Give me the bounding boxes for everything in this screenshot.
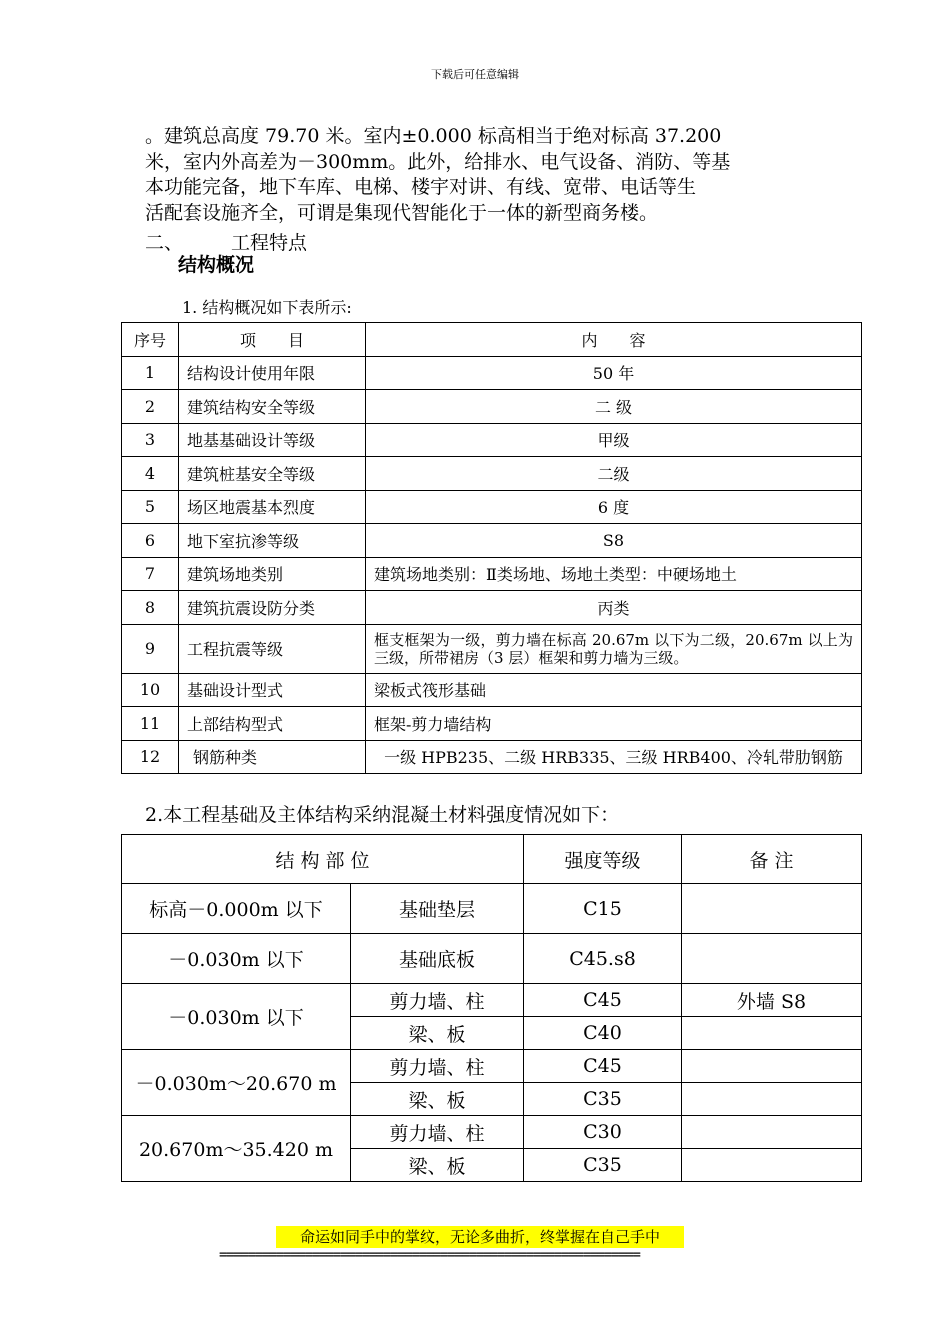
- footer-divider: ===========================================================: [219, 1247, 640, 1263]
- header-cell: 备 注: [682, 835, 862, 884]
- intro-line: 本功能完备，地下车库、电梯、楼宇对讲、有线、宽带、电话等生: [145, 176, 697, 198]
- row-content: 框架-剪力墙结构: [366, 707, 862, 741]
- row-number: 5: [122, 490, 179, 524]
- section-number: 二、: [145, 232, 184, 254]
- elevation-cell: 20.670m～35.420 m: [122, 1116, 351, 1182]
- table-row: [122, 457, 862, 491]
- header-cell: 结 构 部 位: [122, 835, 524, 884]
- header-cell: 内 容: [366, 323, 862, 357]
- intro-line: 活配套设施齐全，可谓是集现代智能化于一体的新型商务楼。: [145, 201, 659, 224]
- subsection-heading: 结构概况: [178, 254, 255, 276]
- table-row: [122, 390, 862, 424]
- table-row: [122, 524, 862, 558]
- elevation-cell: －0.030m～20.670 m: [122, 1050, 351, 1116]
- row-content: S8: [366, 524, 862, 558]
- table-row: [122, 624, 862, 673]
- component-cell: 基础垫层: [351, 884, 524, 934]
- note-cell: [682, 1050, 862, 1083]
- note-cell: [682, 934, 862, 984]
- intro-paragraph: [145, 124, 825, 226]
- row-number: 8: [122, 591, 179, 625]
- table-header-row: [122, 323, 862, 357]
- component-cell: 剪力墙、柱: [351, 1050, 524, 1083]
- table-header-row: [122, 835, 862, 884]
- header-cell: 强度等级: [524, 835, 682, 884]
- table-row: [122, 673, 862, 707]
- row-item: 基础设计型式: [179, 673, 366, 707]
- table-row: [122, 934, 862, 984]
- note-cell: [682, 1083, 862, 1116]
- row-number: 1: [122, 356, 179, 390]
- table-row: [122, 356, 862, 390]
- page-header: 下载后可任意编辑: [431, 68, 519, 81]
- table1-caption: 1. 结构概况如下表所示:: [182, 298, 352, 317]
- table-row: [122, 1116, 862, 1149]
- row-item: 钢筋种类: [179, 740, 366, 774]
- row-item: 上部结构型式: [179, 707, 366, 741]
- component-cell: 剪力墙、柱: [351, 1116, 524, 1149]
- row-content: 50 年: [366, 356, 862, 390]
- row-number: 11: [122, 707, 179, 741]
- row-item: 建筑抗震设防分类: [179, 591, 366, 625]
- grade-cell: C45: [524, 984, 682, 1017]
- intro-line: 。建筑总高度 79.70 米。室内±0.000 标高相当于绝对标高 37.200: [145, 125, 722, 147]
- intro-line: 米，室内外高差为－300mm。此外，给排水、电气设备、消防、等基: [145, 150, 731, 173]
- row-item: 建筑结构安全等级: [179, 390, 366, 424]
- row-number: 3: [122, 423, 179, 457]
- table-row: [122, 423, 862, 457]
- grade-cell: C40: [524, 1017, 682, 1050]
- footer-motto: 命运如同手中的掌纹，无论多曲折，终掌握在自己手中: [276, 1226, 684, 1248]
- note-cell: [682, 1149, 862, 1182]
- row-content: 甲级: [366, 423, 862, 457]
- grade-cell: C35: [524, 1083, 682, 1116]
- row-content: 二级: [366, 457, 862, 491]
- row-number: 4: [122, 457, 179, 491]
- row-number: 9: [122, 624, 179, 673]
- structure-overview-table: [121, 322, 862, 774]
- table-row: [122, 707, 862, 741]
- component-cell: 基础底板: [351, 934, 524, 984]
- note-cell: [682, 1116, 862, 1149]
- row-number: 2: [122, 390, 179, 424]
- note-cell: 外墙 S8: [682, 984, 862, 1017]
- table-row: [122, 884, 862, 934]
- row-content: 建筑场地类别：Ⅱ类场地、场地土类型：中硬场地土: [366, 557, 862, 591]
- row-item: 建筑场地类别: [179, 557, 366, 591]
- row-content: 一级 HPB235、二级 HRB335、三级 HRB400、冷轧带肋钢筋: [366, 740, 862, 774]
- row-content: 梁板式筏形基础: [366, 673, 862, 707]
- section-title: 工程特点: [231, 232, 308, 254]
- note-cell: [682, 1017, 862, 1050]
- table-row: [122, 557, 862, 591]
- concrete-strength-table: [121, 834, 862, 1182]
- row-content: 框支框架为一级，剪力墙在标高 20.67m 以下为二级，20.67m 以上为三级，所带裙房（3 层）框架和剪力墙为三级。: [366, 624, 862, 673]
- grade-cell: C15: [524, 884, 682, 934]
- component-cell: 剪力墙、柱: [351, 984, 524, 1017]
- row-item: 建筑桩基安全等级: [179, 457, 366, 491]
- row-content: 二 级: [366, 390, 862, 424]
- grade-cell: C45: [524, 1050, 682, 1083]
- elevation-cell: －0.030m 以下: [122, 934, 351, 984]
- row-item: 场区地震基本烈度: [179, 490, 366, 524]
- elevation-cell: －0.030m 以下: [122, 984, 351, 1050]
- row-number: 7: [122, 557, 179, 591]
- table-row: [122, 1050, 862, 1083]
- row-item: 地基基础设计等级: [179, 423, 366, 457]
- table-row: [122, 984, 862, 1017]
- table-row: [122, 740, 862, 774]
- row-item: 结构设计使用年限: [179, 356, 366, 390]
- header-cell: 序号: [122, 323, 179, 357]
- elevation-cell: 标高－0.000m 以下: [122, 884, 351, 934]
- row-number: 10: [122, 673, 179, 707]
- row-number: 6: [122, 524, 179, 558]
- grade-cell: C30: [524, 1116, 682, 1149]
- grade-cell: C35: [524, 1149, 682, 1182]
- row-number: 12: [122, 740, 179, 774]
- row-item: 地下室抗渗等级: [179, 524, 366, 558]
- table2-caption: 2.本工程基础及主体结构采纳混凝土材料强度情况如下：: [145, 804, 620, 826]
- row-content: 丙类: [366, 591, 862, 625]
- grade-cell: C45.s8: [524, 934, 682, 984]
- row-item: 工程抗震等级: [179, 624, 366, 673]
- row-content: 6 度: [366, 490, 862, 524]
- table-row: [122, 591, 862, 625]
- component-cell: 梁、板: [351, 1149, 524, 1182]
- table-row: [122, 490, 862, 524]
- component-cell: 梁、板: [351, 1083, 524, 1116]
- note-cell: [682, 884, 862, 934]
- component-cell: 梁、板: [351, 1017, 524, 1050]
- header-cell: 项 目: [179, 323, 366, 357]
